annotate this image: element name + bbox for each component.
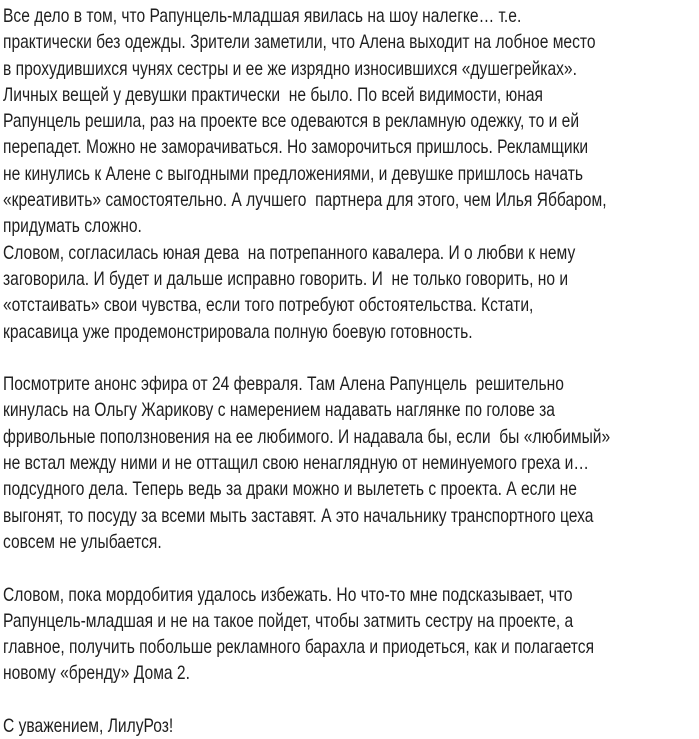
text-line: «креативить» самостоятельно. А лучшего партнера для этого, чем Илья Яббаром,: [3, 189, 607, 212]
text-line: Посмотрите анонс эфира от 24 февраля. Там Алена Рапунцель решительно: [3, 373, 564, 396]
text-line: Личных вещей у девушки практически не было. По всей видимости, юная: [3, 83, 543, 106]
text-line: красавица уже продемонстрировала полную боевую готовность.: [3, 320, 473, 343]
text-line: заговорила. И будет и дальше исправно говорить. И не только говорить, но и: [3, 267, 569, 290]
signature-text: С уважением, ЛилуРоз!: [3, 715, 174, 738]
text-line: подсудного дела. Теперь ведь за драки можно и вылететь с проекта. А если не: [3, 478, 577, 501]
text-line: совсем не улыбается.: [3, 530, 162, 553]
text-line: придумать сложно.: [3, 215, 142, 238]
text-line: главное, получить побольше рекламного барахла и приодеться, как и полагается: [3, 636, 595, 659]
text-line: «отстаивать» свои чувства, если того потребуют обстоятельства. Кстати,: [3, 294, 534, 317]
article-body: [3, 3, 691, 739]
text-line: Словом, согласилась юная дева на потрепанного кавалера. И о любви к нему: [3, 241, 576, 264]
text-line: выгонят, то посуду за всеми мыть заставят. А это начальнику транспортного цеха: [3, 504, 594, 527]
signature: [3, 713, 691, 739]
paragraph-announcement: [3, 371, 691, 555]
text-line: новому «бренду» Дома 2.: [3, 662, 190, 685]
paragraph-intro: [3, 3, 691, 240]
text-line: не кинулись к Алене с выгодными предложениями, и девушке пришлось начать: [3, 162, 583, 185]
text-line: перепадет. Можно не заморачиваться. Но заморочиться пришлось. Рекламщики: [3, 136, 589, 159]
paragraph-conclusion: [3, 582, 691, 687]
text-line: Рапунцель решила, раз на проекте все одеваются в рекламную одежку, то и ей: [3, 110, 580, 133]
paragraph-spacer: [3, 687, 691, 713]
text-line: Рапунцель-младшая и не на такое пойдет, чтобы затмить сестру на проекте, а: [3, 609, 574, 632]
text-line: Словом, пока мордобития удалось избежать. Но что-то мне подсказывает, что: [3, 583, 573, 606]
text-line: кинулась на Ольгу Жарикову с намерением надавать наглянке по голове за: [3, 399, 555, 422]
paragraph-spacer: [3, 345, 691, 371]
text-line: фривольные поползновения на ее любимого. И надавала бы, если бы «любимый»: [3, 425, 611, 448]
paragraph-spacer: [3, 555, 691, 581]
text-line: не встал между ними и не оттащил свою ненаглядную от неминуемого греха и…: [3, 452, 589, 475]
paragraph-cavalier: [3, 240, 691, 345]
text-line: практически без одежды. Зрители заметили, что Алена выходит на лобное место: [3, 31, 596, 54]
text-line: Все дело в том, что Рапунцель-младшая явилась на шоу налегке… т.е.: [3, 5, 522, 27]
text-line: в прохудившихся чунях сестры и ее же изрядно износившихся «душегрейках».: [3, 57, 577, 80]
